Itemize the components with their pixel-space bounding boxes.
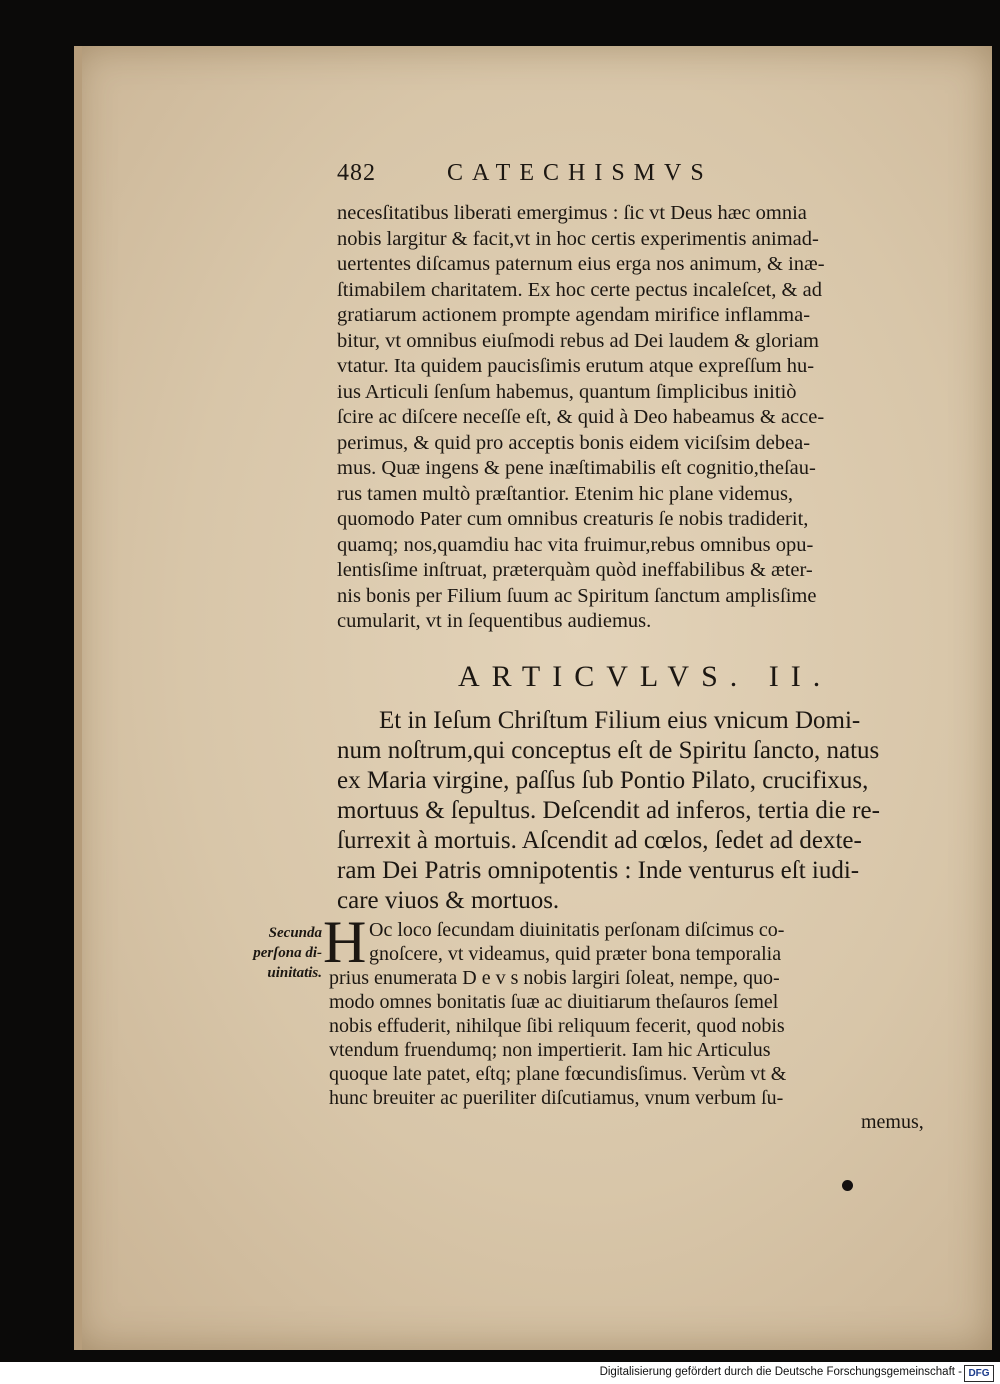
article-line: ex Maria virgine, paſſus ſub Pontio Pilato, crucifixus, <box>337 767 869 794</box>
commentary-line: quoque late patet, eſtq; plane fœcundisſimus. Verùm vt & <box>329 1063 787 1085</box>
body-line: ſcire ac diſcere neceſſe eſt, & quid à Deo habeamus & acce- <box>337 406 825 428</box>
margin-note-line: perſona di- <box>253 945 322 961</box>
page-number: 482 <box>337 160 376 186</box>
body-line: uertentes diſcamus paternum eius erga nos animum, & inæ- <box>337 253 825 275</box>
body-line: nobis largitur & facit,vt in hoc certis experimentis animad- <box>337 227 819 250</box>
article-line: ſurrexit à mortuis. Aſcendit ad cœlos, ſedet ad dexte- <box>337 827 862 854</box>
body-line: gratiarum actionem prompte agendam mirifice inflamma- <box>337 304 811 326</box>
commentary-line: Oc loco ſecundam diuinitatis perſonam diſcimus co- <box>369 919 785 941</box>
body-line: lentisſime inſtruat, præterquàm quòd ineffabilibus & æter- <box>337 559 813 581</box>
commentary-line: vtendum fruendumq; non impertierit. Iam hic Articulus <box>329 1039 771 1061</box>
body-line: ſtimabilem charitatem. Ex hoc certe pectus incaleſcet, & ad <box>337 278 822 301</box>
margin-note-line: Secunda <box>268 925 322 941</box>
body-line: necesſitatibus liberati emergimus : ſic vt Deus hæc omnia <box>337 202 807 224</box>
drop-cap: H <box>323 909 367 975</box>
catchword: memus, <box>861 1111 924 1133</box>
running-head <box>337 160 822 194</box>
body-line: quomodo Pater cum omnibus creaturis ſe nobis tradiderit, <box>337 508 809 530</box>
footer-bar <box>0 1362 1000 1384</box>
article-line: ram Dei Patris omnipotentis : Inde venturus eſt iudi- <box>337 857 860 884</box>
commentary-line: prius enumerata D e v s nobis largiri ſoleat, nempe, quo- <box>329 967 780 989</box>
dfg-logo: DFG <box>964 1365 994 1382</box>
body-line: rus tamen multò præſtantior. Etenim hic plane videmus, <box>337 482 794 505</box>
commentary-line: gnoſcere, vt videamus, quid præter bona temporalia <box>369 943 782 965</box>
article-line: care viuos & mortuos. <box>337 887 560 914</box>
commentary-line: hunc breuiter ac pueriliter diſcutiamus, vnum verbum ſu- <box>329 1087 784 1109</box>
commentary-line: nobis effuderit, nihilque ſibi reliquum fecerit, quod nobis <box>329 1015 785 1037</box>
body-line: ius Articuli ſenſum habemus, quantum ſimplicibus initiò <box>337 380 797 403</box>
page-edge <box>74 46 82 1350</box>
funding-credit: Digitalisierung gefördert durch die Deutsche Forschungsgemeinschaft - <box>599 1366 962 1378</box>
body-line: perimus, & quid pro acceptis bonis eidem viciſsim debea- <box>337 431 811 454</box>
body-line: bitur, vt omnibus eiuſmodi rebus ad Dei laudem & gloriam <box>337 329 819 352</box>
body-line: nis bonis per Filium ſuum ac Spiritum ſanctum amplisſime <box>337 584 817 607</box>
commentary-line: modo omnes bonitatis ſuæ ac diuitiarum theſauros ſemel <box>329 991 779 1013</box>
ink-spot <box>842 1180 853 1191</box>
body-line: quamq; nos,quamdiu hac vita fruimur,rebus omnibus opu- <box>337 533 814 556</box>
article-line: num noſtrum,qui conceptus eſt de Spiritu ſancto, natus <box>337 737 880 764</box>
running-title: CATECHISMVS <box>447 160 713 186</box>
article-line: Et in Ieſum Chriſtum Filium eius vnicum Domi- <box>379 707 861 734</box>
body-line: mus. Quæ ingens & pene inæſtimabilis eſt cognitio,theſau- <box>337 457 816 479</box>
body-line: cumularit, vt in ſequentibus audiemus. <box>337 610 652 632</box>
body-line: vtatur. Ita quidem paucisſimis erutum atque expreſſum hu- <box>337 355 815 377</box>
article-heading: ARTICVLVS. II. <box>458 660 833 693</box>
margin-note-line: uinitatis. <box>267 965 322 981</box>
article-line: mortuus & ſepultus. Deſcendit ad inferos, tertia die re- <box>337 797 880 824</box>
